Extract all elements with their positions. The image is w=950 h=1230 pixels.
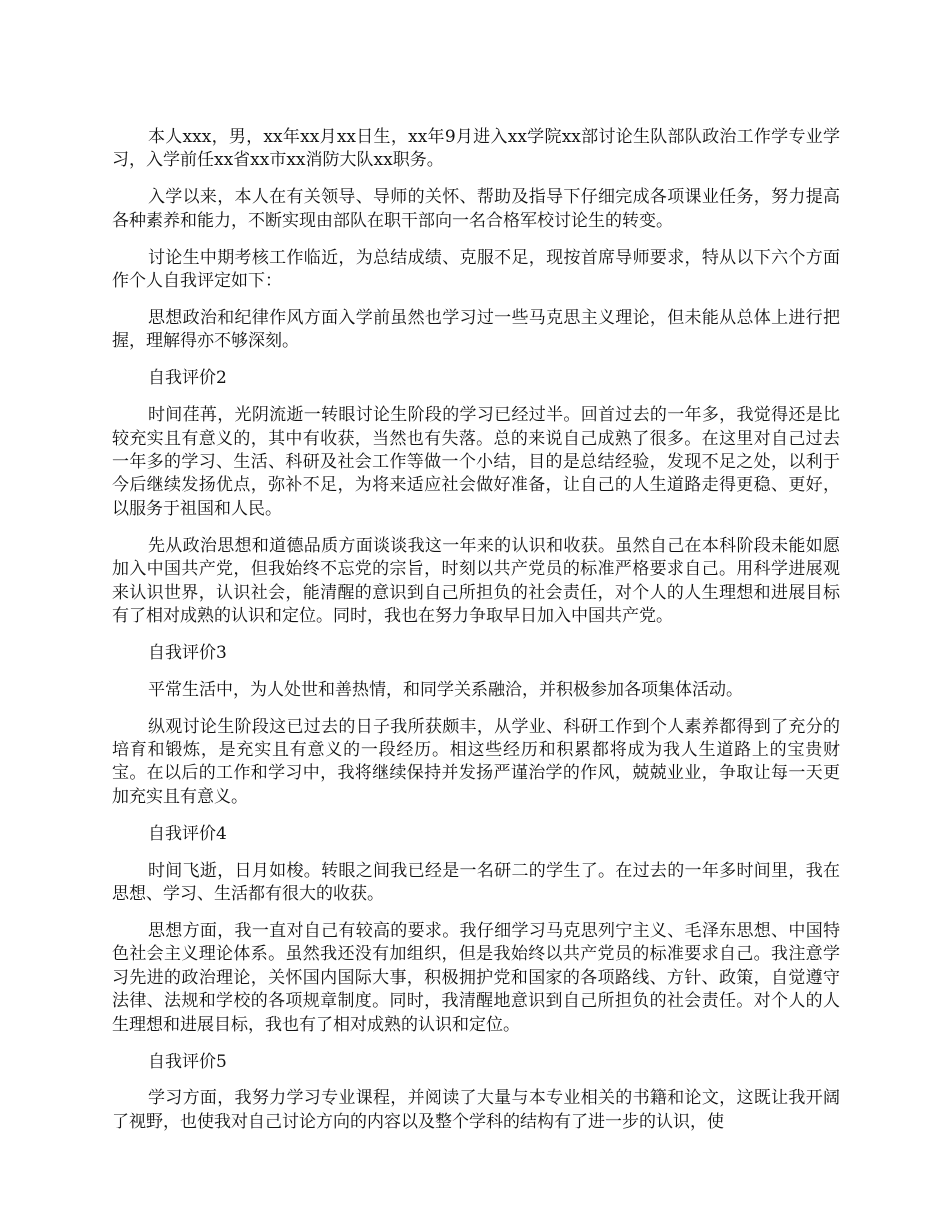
paragraph-enrollment: 入学以来，本人在有关领导、导师的关怀、帮助及指导下仔细完成各项课业任务，努力提高各种素养和能力，不断实现由部队在职干部向一名合格军校讨论生的转变。 (112, 187, 840, 231)
document-body (112, 126, 840, 1148)
paragraph-midterm: 讨论生中期考核工作临近，为总结成绩、克服不足，现按首席导师要求，特从以下六个方面作个人自我评定如下： (112, 247, 840, 292)
paragraph-daily-life: 平常生活中，为人处世和善热情，和同学关系融洽，并积极参加各项集体活动。 (148, 679, 743, 700)
paragraph-overview: 纵观讨论生阶段这已过去的日子我所获颇丰，从学业、科研工作到个人素养都得到了充分的培育和锻炼，是充实且有意义的一段经历。相这些经历和积累都将成为我人生道路上的宝贵财宝。在以后的工作和学习中，我将继续保持并发扬严谨治学的作风，兢兢业业，争取让每一天更加充实且有意义。 (112, 716, 840, 807)
section-heading-5: 自我评价5 (148, 1051, 227, 1072)
paragraph-thought: 思想方面，我一直对自己有较高的要求。我仔细学习马克思列宁主义、毛泽东思想、中国特色社会主义理论体系。虽然我还没有加组织，但是我始终以共产党员的标准要求自己。我注意学习先进的政治理论，关怀国内国际大事，积极拥护党和国家的各项路线、方针、政策，自觉遵守法律、法规和学校的各项规章制度。同时，我清醒地意识到自己所担负的社会责任。对个人的人生理想和进展目标，我也有了相对成熟的认识和定位。 (112, 920, 840, 1035)
section-heading-2: 自我评价2 (148, 368, 227, 389)
section-heading-4: 自我评价4 (148, 823, 227, 844)
section-heading-3: 自我评价3 (148, 642, 227, 663)
paragraph-politics-morality: 先从政治思想和道德品质方面谈谈我这一年来的认识和收获。虽然自己在本科阶段未能如愿加入中国共产党，但我始终不忘党的宗旨，时刻以共产党员的标准严格要求自己。用科学进展观来认识世界，认识社会，能清醒的意识到自己所担负的社会责任，对个人的人生理想和进展目标有了相对成熟的认识和定位。同时，我也在努力争取早日加入中国共产党。 (112, 535, 840, 626)
paragraph-time-flies: 时间飞逝，日月如梭。转眼之间我已经是一名研二的学生了。在过去的一年多时间里，我在思想、学习、生活都有很大的收获。 (112, 860, 840, 905)
paragraph-time-passes: 时间荏苒，光阴流逝一转眼讨论生阶段的学习已经过半。回首过去的一年多，我觉得还是比较充实且有意义的，其中有收获，当然也有失落。总的来说自己成熟了很多。在这里对自己过去一年多的学习、生活、科研及社会工作等做一个小结，目的是总结经验，发现不足之处，以利于今后继续发扬优点，弥补不足，为将来适应社会做好准备，让自己的人生道路走得更稳、更好，以服务于祖国和人民。 (112, 405, 840, 519)
paragraph-political: 思想政治和纪律作风方面入学前虽然也学习过一些马克思主义理论，但未能从总体上进行把握，理解得亦不够深刻。 (112, 307, 840, 352)
paragraph-intro: 本人xxx，男，xx年xx月xx日生，xx年9月进入xx学院xx部讨论生队部队政治工作学专业学习，入学前任xx省xx市xx消防大队xx职务。 (112, 127, 840, 171)
paragraph-study: 学习方面，我努力学习专业课程，并阅读了大量与本专业相关的书籍和论文，这既让我开阔了视野，也使我对自己讨论方向的内容以及整个学科的结构有了进一步的认识，使 (112, 1088, 840, 1132)
